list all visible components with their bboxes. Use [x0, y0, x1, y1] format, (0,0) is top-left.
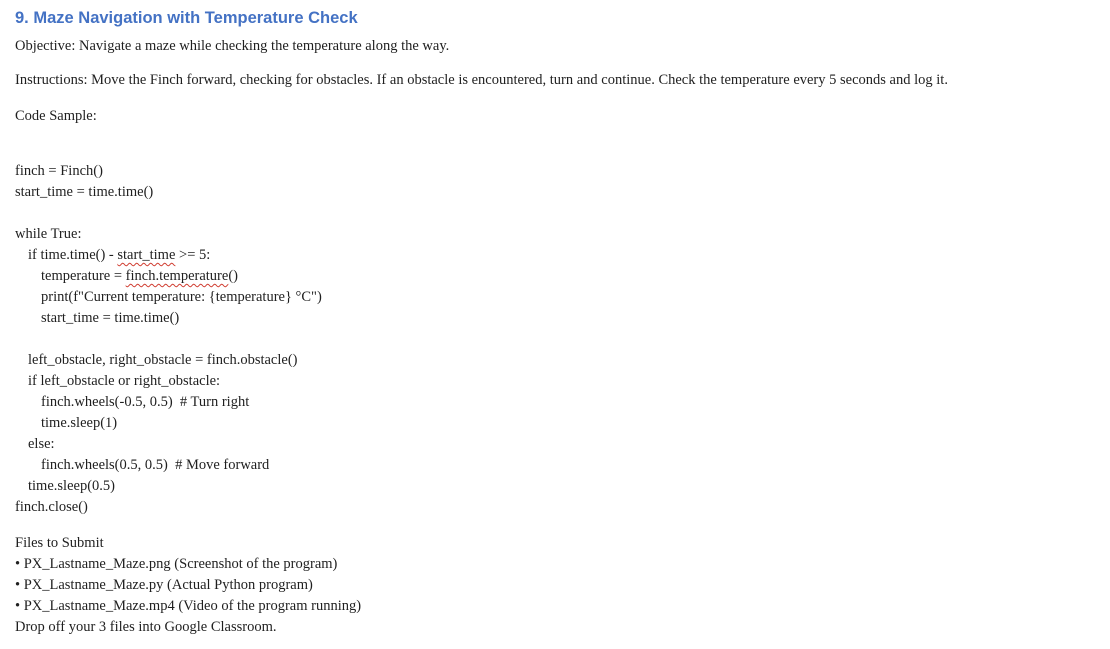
- files-section-title: Files to Submit: [15, 535, 104, 551]
- code-text: else:: [28, 436, 55, 452]
- code-line: [15, 182, 1095, 203]
- instructions-text: Instructions: Move the Finch forward, checking for obstacles. If an obstacle is encountered, turn and continue. Check the temperature every 5 seconds and log it.: [15, 72, 948, 88]
- code-line: [15, 161, 1095, 182]
- code-text: time.sleep(1): [41, 415, 118, 431]
- code-text: start_time = time.time(): [15, 184, 154, 200]
- misspelled-token: finch.temperature: [125, 268, 229, 284]
- code-text: >= 5:: [175, 247, 211, 263]
- code-text: finch.wheels(-0.5, 0.5) # Turn right: [41, 394, 250, 410]
- file-item-mp4: • PX_Lastname_Maze.mp4 (Video of the program running): [15, 598, 362, 614]
- code-text: if time.time() -: [28, 247, 118, 263]
- code-line: [15, 224, 1095, 245]
- code-text: if left_obstacle or right_obstacle:: [28, 373, 221, 389]
- files-section-footer: Drop off your 3 files into Google Classroom.: [15, 619, 277, 635]
- code-line: [15, 413, 1095, 434]
- code-text: while True:: [15, 226, 82, 242]
- code-line: [15, 392, 1095, 413]
- code-text: time.sleep(0.5): [28, 478, 115, 494]
- code-text: left_obstacle, right_obstacle = finch.obstacle(): [28, 352, 298, 368]
- code-text: (): [228, 268, 238, 284]
- code-line: [15, 497, 1095, 518]
- code-line: [15, 266, 1095, 287]
- file-item-png: • PX_Lastname_Maze.png (Screenshot of the program): [15, 556, 338, 572]
- files-to-submit-section: [15, 533, 1095, 638]
- code-line: [15, 308, 1095, 329]
- code-text: temperature =: [41, 268, 126, 284]
- objective-text: Objective: Navigate a maze while checking the temperature along the way.: [15, 38, 450, 54]
- code-line: [15, 371, 1095, 392]
- code-line: [15, 287, 1095, 308]
- code-text: print(f"Current temperature: {temperature} °C"): [41, 289, 322, 305]
- code-text: finch.wheels(0.5, 0.5) # Move forward: [41, 457, 270, 473]
- code-sample-label: Code Sample:: [15, 108, 97, 124]
- code-line: [15, 455, 1095, 476]
- section-heading: 9. Maze Navigation with Temperature Check: [15, 9, 358, 27]
- code-blank-line: [15, 203, 1095, 224]
- code-text: start_time = time.time(): [41, 310, 180, 326]
- code-line: [15, 245, 1095, 266]
- code-text: finch.close(): [15, 499, 88, 515]
- code-line: [15, 434, 1095, 455]
- code-text: finch = Finch(): [15, 163, 103, 179]
- code-sample-block: [15, 161, 1095, 518]
- misspelled-token: start_time: [117, 247, 176, 263]
- file-item-py: • PX_Lastname_Maze.py (Actual Python program): [15, 577, 313, 593]
- code-line: [15, 476, 1095, 497]
- code-blank-line: [15, 329, 1095, 350]
- code-line: [15, 350, 1095, 371]
